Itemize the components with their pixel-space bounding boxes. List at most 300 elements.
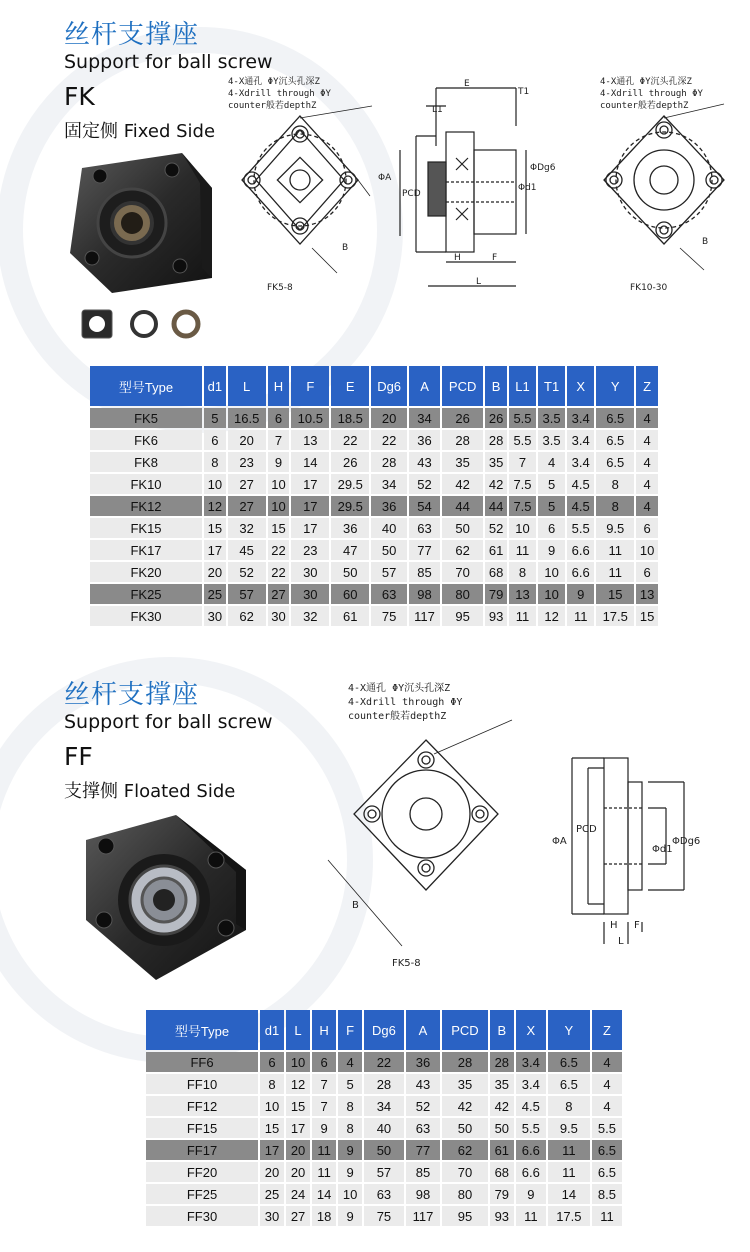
value-cell: 5.5 bbox=[509, 408, 536, 428]
table-row bbox=[90, 606, 658, 626]
column-header: L bbox=[228, 366, 266, 406]
value-cell: 68 bbox=[490, 1162, 514, 1182]
column-header: d1 bbox=[260, 1010, 284, 1050]
value-cell: 35 bbox=[442, 1074, 488, 1094]
value-cell: 24 bbox=[286, 1184, 310, 1204]
value-cell: 20 bbox=[286, 1162, 310, 1182]
dim-h-label: H bbox=[610, 920, 618, 931]
value-cell: 9.5 bbox=[596, 518, 634, 538]
value-cell: 62 bbox=[442, 540, 483, 560]
value-cell: 28 bbox=[490, 1052, 514, 1072]
value-cell: 11 bbox=[567, 606, 594, 626]
value-cell: 16.5 bbox=[228, 408, 266, 428]
value-cell: 7.5 bbox=[509, 474, 536, 494]
value-cell: 54 bbox=[409, 496, 440, 516]
value-cell: 70 bbox=[442, 1162, 488, 1182]
ff-product-photo bbox=[76, 810, 256, 990]
value-cell: 6.5 bbox=[592, 1162, 622, 1182]
table-row bbox=[90, 430, 658, 450]
value-cell: 25 bbox=[204, 584, 226, 604]
value-cell: 11 bbox=[548, 1162, 590, 1182]
value-cell: 20 bbox=[260, 1162, 284, 1182]
value-cell: 18.5 bbox=[331, 408, 369, 428]
note-line: 4-X通孔 ΦY沉头孔深Z bbox=[600, 77, 692, 87]
ff-spec-table bbox=[144, 1008, 624, 1228]
value-cell: 20 bbox=[371, 408, 407, 428]
column-header: Y bbox=[548, 1010, 590, 1050]
table-row bbox=[90, 584, 658, 604]
value-cell: 42 bbox=[490, 1096, 514, 1116]
column-header: X bbox=[567, 366, 594, 406]
value-cell: 3.5 bbox=[538, 430, 565, 450]
value-cell: 11 bbox=[509, 540, 536, 560]
value-cell: 27 bbox=[228, 496, 266, 516]
value-cell: 52 bbox=[406, 1096, 440, 1116]
note-line: counter般若depthZ bbox=[228, 101, 317, 111]
value-cell: 6.5 bbox=[548, 1074, 590, 1094]
value-cell: 7 bbox=[268, 430, 290, 450]
value-cell: 50 bbox=[331, 562, 369, 582]
value-cell: 35 bbox=[442, 452, 483, 472]
value-cell: 30 bbox=[260, 1206, 284, 1226]
value-cell: 10 bbox=[509, 518, 536, 538]
value-cell: 36 bbox=[371, 496, 407, 516]
value-cell: 22 bbox=[331, 430, 369, 450]
value-cell: 15 bbox=[636, 606, 658, 626]
column-header: PCD bbox=[442, 1010, 488, 1050]
value-cell: 4.5 bbox=[567, 496, 594, 516]
dim-d1-label: Φd1 bbox=[518, 183, 537, 193]
value-cell: 4.5 bbox=[567, 474, 594, 494]
value-cell: 32 bbox=[291, 606, 329, 626]
value-cell: 80 bbox=[442, 1184, 488, 1204]
value-cell: 6.5 bbox=[596, 452, 634, 472]
value-cell: 62 bbox=[228, 606, 266, 626]
value-cell: 30 bbox=[268, 606, 290, 626]
value-cell: 4 bbox=[338, 1052, 362, 1072]
table-row bbox=[90, 474, 658, 494]
fk-product-photo bbox=[62, 148, 222, 348]
ff-model: FF bbox=[64, 742, 93, 771]
value-cell: 34 bbox=[371, 474, 407, 494]
value-cell: 40 bbox=[371, 518, 407, 538]
value-cell: 9.5 bbox=[548, 1118, 590, 1138]
value-cell: 27 bbox=[286, 1206, 310, 1226]
value-cell: 3.4 bbox=[516, 1052, 546, 1072]
value-cell: 8 bbox=[596, 496, 634, 516]
value-cell: 10 bbox=[260, 1096, 284, 1116]
value-cell: 27 bbox=[268, 584, 290, 604]
dim-b-label: B bbox=[342, 243, 349, 253]
column-header: Y bbox=[596, 366, 634, 406]
table-row bbox=[146, 1118, 622, 1138]
fk-left-label: FK5-8 bbox=[267, 283, 293, 293]
value-cell: 79 bbox=[490, 1184, 514, 1204]
value-cell: 9 bbox=[312, 1118, 336, 1138]
column-header: B bbox=[490, 1010, 514, 1050]
value-cell: 10 bbox=[538, 562, 565, 582]
model-cell: FF30 bbox=[146, 1206, 258, 1226]
value-cell: 8 bbox=[596, 474, 634, 494]
fk-right-label: FK10-30 bbox=[630, 283, 668, 293]
value-cell: 5.5 bbox=[592, 1118, 622, 1138]
value-cell: 27 bbox=[228, 474, 266, 494]
value-cell: 17 bbox=[204, 540, 226, 560]
value-cell: 6 bbox=[636, 518, 658, 538]
value-cell: 45 bbox=[228, 540, 266, 560]
table-row bbox=[146, 1052, 622, 1072]
value-cell: 63 bbox=[364, 1184, 404, 1204]
value-cell: 26 bbox=[485, 408, 507, 428]
value-cell: 3.4 bbox=[567, 408, 594, 428]
value-cell: 47 bbox=[331, 540, 369, 560]
value-cell: 4 bbox=[636, 430, 658, 450]
value-cell: 6 bbox=[636, 562, 658, 582]
value-cell: 9 bbox=[338, 1206, 362, 1226]
value-cell: 7 bbox=[312, 1096, 336, 1116]
value-cell: 75 bbox=[364, 1206, 404, 1226]
value-cell: 36 bbox=[409, 430, 440, 450]
value-cell: 8 bbox=[338, 1096, 362, 1116]
column-header: F bbox=[291, 366, 329, 406]
value-cell: 61 bbox=[331, 606, 369, 626]
dim-f-label: F bbox=[492, 253, 498, 263]
column-header: E bbox=[331, 366, 369, 406]
value-cell: 57 bbox=[371, 562, 407, 582]
value-cell: 8 bbox=[338, 1118, 362, 1138]
value-cell: 11 bbox=[516, 1206, 546, 1226]
value-cell: 4 bbox=[592, 1074, 622, 1094]
value-cell: 30 bbox=[291, 584, 329, 604]
value-cell: 9 bbox=[538, 540, 565, 560]
ff-drawing-label: FK5-8 bbox=[392, 958, 421, 969]
fk-drawing-note-left bbox=[228, 76, 331, 112]
table-row bbox=[146, 1184, 622, 1204]
value-cell: 13 bbox=[509, 584, 536, 604]
value-cell: 57 bbox=[364, 1162, 404, 1182]
value-cell: 85 bbox=[406, 1162, 440, 1182]
fk-title-en: Support for ball screw bbox=[64, 51, 273, 73]
model-cell: FF6 bbox=[146, 1052, 258, 1072]
value-cell: 7 bbox=[312, 1074, 336, 1094]
value-cell: 4 bbox=[592, 1052, 622, 1072]
value-cell: 5.5 bbox=[567, 518, 594, 538]
value-cell: 11 bbox=[509, 606, 536, 626]
model-cell: FK6 bbox=[90, 430, 202, 450]
value-cell: 7 bbox=[509, 452, 536, 472]
table-row bbox=[146, 1162, 622, 1182]
value-cell: 11 bbox=[312, 1140, 336, 1160]
value-cell: 4 bbox=[592, 1096, 622, 1116]
fk-side: 固定侧 Fixed Side bbox=[64, 121, 216, 142]
value-cell: 10 bbox=[268, 474, 290, 494]
model-cell: FK8 bbox=[90, 452, 202, 472]
value-cell: 23 bbox=[291, 540, 329, 560]
value-cell: 10 bbox=[268, 496, 290, 516]
value-cell: 4.5 bbox=[516, 1096, 546, 1116]
value-cell: 6.6 bbox=[567, 540, 594, 560]
column-header: T1 bbox=[538, 366, 565, 406]
dim-dg6-label: ΦDg6 bbox=[530, 163, 556, 173]
value-cell: 6 bbox=[538, 518, 565, 538]
value-cell: 61 bbox=[485, 540, 507, 560]
value-cell: 117 bbox=[409, 606, 440, 626]
value-cell: 17 bbox=[260, 1140, 284, 1160]
value-cell: 26 bbox=[442, 408, 483, 428]
value-cell: 12 bbox=[286, 1074, 310, 1094]
value-cell: 40 bbox=[364, 1118, 404, 1138]
table-row bbox=[90, 496, 658, 516]
value-cell: 36 bbox=[406, 1052, 440, 1072]
dim-t1-label: T1 bbox=[518, 87, 530, 97]
value-cell: 43 bbox=[409, 452, 440, 472]
value-cell: 5 bbox=[538, 496, 565, 516]
value-cell: 9 bbox=[338, 1162, 362, 1182]
dim-a-label: ΦA bbox=[552, 836, 567, 847]
value-cell: 28 bbox=[442, 1052, 488, 1072]
dim-e-label: E bbox=[464, 79, 470, 89]
value-cell: 42 bbox=[442, 1096, 488, 1116]
value-cell: 10 bbox=[338, 1184, 362, 1204]
value-cell: 77 bbox=[406, 1140, 440, 1160]
value-cell: 9 bbox=[567, 584, 594, 604]
value-cell: 11 bbox=[596, 540, 634, 560]
fk-side-view bbox=[376, 79, 586, 296]
ff-title-cn: 丝杆支撑座 bbox=[64, 680, 200, 710]
column-header: Dg6 bbox=[371, 366, 407, 406]
column-header: Z bbox=[636, 366, 658, 406]
value-cell: 52 bbox=[409, 474, 440, 494]
note-line: 4-Xdrill through ΦY bbox=[228, 89, 331, 99]
table-row bbox=[146, 1206, 622, 1226]
fk-front-view-left bbox=[222, 108, 372, 298]
value-cell: 15 bbox=[268, 518, 290, 538]
dim-l-label: L bbox=[618, 936, 624, 947]
value-cell: 3.5 bbox=[538, 408, 565, 428]
value-cell: 4 bbox=[636, 408, 658, 428]
note-line: 4-X通孔 ΦY沉头孔深Z bbox=[228, 77, 320, 87]
value-cell: 13 bbox=[291, 430, 329, 450]
value-cell: 10 bbox=[204, 474, 226, 494]
value-cell: 52 bbox=[228, 562, 266, 582]
value-cell: 11 bbox=[548, 1140, 590, 1160]
value-cell: 10 bbox=[636, 540, 658, 560]
value-cell: 22 bbox=[268, 562, 290, 582]
value-cell: 10.5 bbox=[291, 408, 329, 428]
value-cell: 17 bbox=[291, 518, 329, 538]
value-cell: 20 bbox=[228, 430, 266, 450]
value-cell: 8 bbox=[548, 1096, 590, 1116]
value-cell: 5 bbox=[338, 1074, 362, 1094]
value-cell: 5.5 bbox=[516, 1118, 546, 1138]
value-cell: 14 bbox=[312, 1184, 336, 1204]
value-cell: 8.5 bbox=[592, 1184, 622, 1204]
model-cell: FK17 bbox=[90, 540, 202, 560]
value-cell: 18 bbox=[312, 1206, 336, 1226]
value-cell: 95 bbox=[442, 1206, 488, 1226]
value-cell: 29.5 bbox=[331, 474, 369, 494]
value-cell: 6 bbox=[268, 408, 290, 428]
value-cell: 30 bbox=[204, 606, 226, 626]
value-cell: 95 bbox=[442, 606, 483, 626]
value-cell: 6.6 bbox=[516, 1162, 546, 1182]
value-cell: 6 bbox=[204, 430, 226, 450]
value-cell: 3.4 bbox=[516, 1074, 546, 1094]
value-cell: 17 bbox=[291, 474, 329, 494]
value-cell: 15 bbox=[286, 1096, 310, 1116]
column-header: 型号Type bbox=[146, 1010, 258, 1050]
column-header: A bbox=[406, 1010, 440, 1050]
dim-h-label: H bbox=[454, 253, 461, 263]
value-cell: 6.5 bbox=[596, 408, 634, 428]
model-cell: FK10 bbox=[90, 474, 202, 494]
value-cell: 34 bbox=[409, 408, 440, 428]
value-cell: 93 bbox=[490, 1206, 514, 1226]
model-cell: FF12 bbox=[146, 1096, 258, 1116]
value-cell: 6.5 bbox=[548, 1052, 590, 1072]
column-header: F bbox=[338, 1010, 362, 1050]
value-cell: 4 bbox=[636, 452, 658, 472]
column-header: L1 bbox=[509, 366, 536, 406]
value-cell: 6.6 bbox=[516, 1140, 546, 1160]
table-row bbox=[146, 1140, 622, 1160]
value-cell: 61 bbox=[490, 1140, 514, 1160]
value-cell: 32 bbox=[228, 518, 266, 538]
ff-side-view bbox=[548, 752, 701, 952]
column-header: d1 bbox=[204, 366, 226, 406]
value-cell: 34 bbox=[364, 1096, 404, 1116]
value-cell: 10 bbox=[538, 584, 565, 604]
value-cell: 98 bbox=[409, 584, 440, 604]
value-cell: 15 bbox=[204, 518, 226, 538]
value-cell: 30 bbox=[291, 562, 329, 582]
value-cell: 43 bbox=[406, 1074, 440, 1094]
fk-title-cn: 丝杆支撑座 bbox=[64, 20, 200, 50]
model-cell: FK15 bbox=[90, 518, 202, 538]
value-cell: 35 bbox=[490, 1074, 514, 1094]
column-header: A bbox=[409, 366, 440, 406]
value-cell: 63 bbox=[406, 1118, 440, 1138]
value-cell: 8 bbox=[204, 452, 226, 472]
value-cell: 3.4 bbox=[567, 452, 594, 472]
column-header: Z bbox=[592, 1010, 622, 1050]
value-cell: 117 bbox=[406, 1206, 440, 1226]
value-cell: 68 bbox=[485, 562, 507, 582]
value-cell: 11 bbox=[596, 562, 634, 582]
value-cell: 35 bbox=[485, 452, 507, 472]
note-line: 4-X通孔 ΦY沉头孔深Z bbox=[348, 683, 451, 694]
value-cell: 52 bbox=[485, 518, 507, 538]
value-cell: 50 bbox=[371, 540, 407, 560]
dim-b-label: B bbox=[352, 900, 359, 911]
value-cell: 60 bbox=[331, 584, 369, 604]
value-cell: 70 bbox=[442, 562, 483, 582]
value-cell: 15 bbox=[596, 584, 634, 604]
value-cell: 26 bbox=[331, 452, 369, 472]
value-cell: 6.5 bbox=[596, 430, 634, 450]
value-cell: 12 bbox=[538, 606, 565, 626]
model-cell: FF17 bbox=[146, 1140, 258, 1160]
fk-front-view-right bbox=[584, 108, 744, 298]
column-header: L bbox=[286, 1010, 310, 1050]
value-cell: 22 bbox=[364, 1052, 404, 1072]
value-cell: 9 bbox=[516, 1184, 546, 1204]
ff-side: 支撑侧 Floated Side bbox=[64, 781, 236, 802]
value-cell: 3.4 bbox=[567, 430, 594, 450]
column-header: Dg6 bbox=[364, 1010, 404, 1050]
value-cell: 25 bbox=[260, 1184, 284, 1204]
column-header: B bbox=[485, 366, 507, 406]
model-cell: FK25 bbox=[90, 584, 202, 604]
dim-dg6-label: ΦDg6 bbox=[672, 836, 701, 847]
value-cell: 28 bbox=[364, 1074, 404, 1094]
value-cell: 22 bbox=[268, 540, 290, 560]
table-row bbox=[90, 452, 658, 472]
value-cell: 28 bbox=[442, 430, 483, 450]
dim-l1-label: L1 bbox=[432, 105, 443, 115]
value-cell: 17.5 bbox=[596, 606, 634, 626]
dim-pcd-label: PCD bbox=[576, 824, 597, 835]
column-header: X bbox=[516, 1010, 546, 1050]
value-cell: 6.6 bbox=[567, 562, 594, 582]
value-cell: 13 bbox=[636, 584, 658, 604]
value-cell: 44 bbox=[485, 496, 507, 516]
note-line: 4-Xdrill through ΦY bbox=[348, 697, 463, 708]
table-row bbox=[90, 518, 658, 538]
value-cell: 6 bbox=[260, 1052, 284, 1072]
value-cell: 9 bbox=[338, 1140, 362, 1160]
value-cell: 8 bbox=[509, 562, 536, 582]
model-cell: FK20 bbox=[90, 562, 202, 582]
model-cell: FF15 bbox=[146, 1118, 258, 1138]
value-cell: 14 bbox=[291, 452, 329, 472]
value-cell: 77 bbox=[409, 540, 440, 560]
value-cell: 14 bbox=[548, 1184, 590, 1204]
value-cell: 5 bbox=[204, 408, 226, 428]
value-cell: 93 bbox=[485, 606, 507, 626]
ff-title-en: Support for ball screw bbox=[64, 711, 273, 733]
value-cell: 85 bbox=[409, 562, 440, 582]
value-cell: 4 bbox=[538, 452, 565, 472]
dim-l-label: L bbox=[476, 277, 482, 287]
dim-b-label: B bbox=[702, 237, 709, 247]
value-cell: 9 bbox=[268, 452, 290, 472]
table-row bbox=[90, 562, 658, 582]
column-header: 型号Type bbox=[90, 366, 202, 406]
model-cell: FK5 bbox=[90, 408, 202, 428]
value-cell: 98 bbox=[406, 1184, 440, 1204]
value-cell: 75 bbox=[371, 606, 407, 626]
value-cell: 5.5 bbox=[509, 430, 536, 450]
value-cell: 50 bbox=[442, 518, 483, 538]
table-header-row bbox=[146, 1010, 622, 1050]
value-cell: 62 bbox=[442, 1140, 488, 1160]
value-cell: 36 bbox=[331, 518, 369, 538]
dim-pcd-label: PCD bbox=[402, 189, 421, 199]
table-row bbox=[90, 540, 658, 560]
dim-f-label: F bbox=[634, 920, 640, 931]
value-cell: 50 bbox=[490, 1118, 514, 1138]
ff-front-view bbox=[322, 710, 532, 970]
value-cell: 44 bbox=[442, 496, 483, 516]
value-cell: 4 bbox=[636, 474, 658, 494]
note-line: counter般若depthZ bbox=[600, 101, 689, 111]
model-cell: FK30 bbox=[90, 606, 202, 626]
value-cell: 28 bbox=[485, 430, 507, 450]
model-cell: FF10 bbox=[146, 1074, 258, 1094]
column-header: PCD bbox=[442, 366, 483, 406]
value-cell: 10 bbox=[286, 1052, 310, 1072]
